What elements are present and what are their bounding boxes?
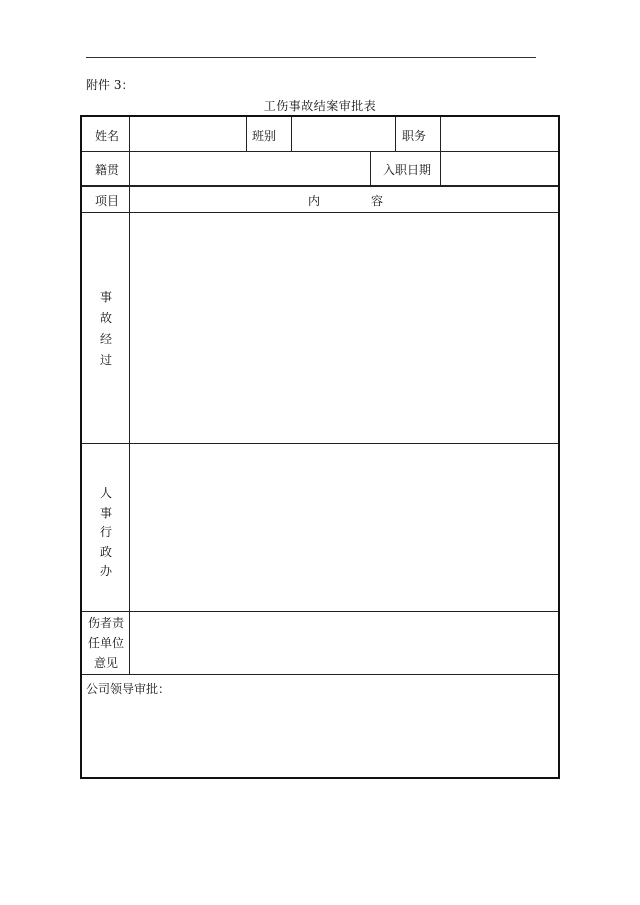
col-divider bbox=[129, 117, 130, 674]
hometown-label: 籍贯 bbox=[95, 163, 120, 177]
hr-office-field[interactable] bbox=[132, 446, 556, 609]
entry-date-label: 入职日期 bbox=[383, 163, 432, 177]
name-field[interactable] bbox=[132, 119, 244, 149]
attachment-label: 附件 3： bbox=[86, 78, 134, 92]
content-header-char: 容 bbox=[371, 194, 384, 208]
col-divider bbox=[291, 117, 292, 151]
item-header: 项目 bbox=[95, 194, 120, 208]
entry-date-field[interactable] bbox=[443, 153, 556, 183]
hr-char: 办 bbox=[99, 564, 112, 578]
form-title: 工伤事故结案审批表 bbox=[263, 99, 377, 113]
unit-opinion-line: 伤者责 bbox=[87, 616, 124, 630]
row-divider bbox=[82, 151, 558, 152]
team-field[interactable] bbox=[294, 119, 393, 149]
row-divider bbox=[82, 674, 558, 675]
content-header-char: 内 bbox=[308, 194, 321, 208]
accident-char: 过 bbox=[99, 353, 112, 367]
row-divider bbox=[82, 212, 558, 213]
col-divider bbox=[395, 117, 396, 151]
hometown-field[interactable] bbox=[132, 153, 368, 183]
col-divider bbox=[440, 117, 441, 185]
hr-char: 政 bbox=[99, 544, 112, 559]
col-divider bbox=[370, 151, 371, 185]
accident-process-label bbox=[82, 287, 130, 371]
approval-form-table bbox=[80, 115, 560, 779]
accident-char: 事 bbox=[99, 290, 112, 304]
col-divider bbox=[246, 117, 247, 151]
accident-process-field[interactable] bbox=[132, 215, 556, 441]
position-field[interactable] bbox=[443, 119, 556, 149]
unit-opinion-field[interactable] bbox=[132, 614, 556, 672]
hr-char: 事 bbox=[99, 505, 112, 520]
unit-opinion-label bbox=[82, 613, 130, 673]
row-divider bbox=[82, 185, 558, 187]
accident-char: 故 bbox=[99, 311, 112, 325]
position-label: 职务 bbox=[402, 129, 427, 143]
name-label: 姓名 bbox=[95, 129, 120, 143]
team-label: 班别 bbox=[252, 129, 277, 143]
row-divider bbox=[82, 443, 558, 444]
leader-approval-label: 公司领导审批： bbox=[86, 682, 171, 696]
unit-opinion-line: 任单位 bbox=[87, 636, 124, 650]
hr-office-label bbox=[82, 484, 130, 582]
row-divider bbox=[82, 611, 558, 612]
hr-char: 人 bbox=[99, 486, 112, 500]
accident-char: 经 bbox=[99, 332, 112, 346]
hr-char: 行 bbox=[99, 525, 112, 539]
header-rule bbox=[86, 57, 536, 58]
unit-opinion-line: 意见 bbox=[93, 656, 118, 670]
